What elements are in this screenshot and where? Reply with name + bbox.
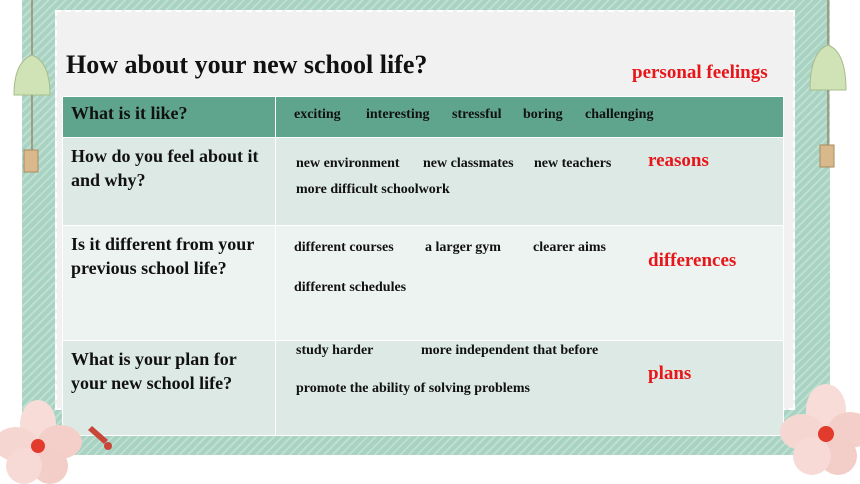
answer-item: a larger gym xyxy=(425,240,501,255)
answer-item: different schedules xyxy=(294,280,407,295)
question-cell xyxy=(63,341,276,436)
answer-item: interesting xyxy=(366,107,430,122)
answer-item: new classmates xyxy=(423,156,514,171)
label-personal-feelings: personal feelings xyxy=(632,62,768,83)
answer-item: promote the ability of solving problems xyxy=(296,381,530,396)
label-differences: differences xyxy=(648,250,737,271)
answer-cell xyxy=(276,226,784,341)
hanging-lantern-right-icon xyxy=(800,0,860,200)
answer-item: challenging xyxy=(585,107,654,122)
question-text: What is your plan for your new school life? xyxy=(71,349,237,394)
table-row xyxy=(63,138,784,226)
table-row xyxy=(63,341,784,436)
question-cell xyxy=(63,138,276,226)
flower-right-icon xyxy=(770,370,860,484)
school-life-table xyxy=(62,96,784,436)
answer-item: different courses xyxy=(294,240,394,255)
label-plans: plans xyxy=(648,363,692,384)
table-row xyxy=(63,97,784,138)
table-row xyxy=(63,226,784,341)
label-reasons: reasons xyxy=(648,150,709,171)
question-text: Is it different from your previous school life? xyxy=(71,234,254,279)
answer-item: stressful xyxy=(452,107,502,122)
answer-cell xyxy=(276,138,784,226)
answer-item: more independent that before xyxy=(421,343,599,358)
question-cell xyxy=(63,226,276,341)
answer-item: exciting xyxy=(294,107,341,122)
question-text: What is it like? xyxy=(71,103,188,123)
question-text: How do you feel about it and why? xyxy=(71,146,259,191)
answer-cell xyxy=(276,341,784,436)
answer-item: new environment xyxy=(296,156,400,171)
question-cell xyxy=(63,97,276,138)
page-title: How about your new school life? xyxy=(66,50,428,79)
answer-item: more difficult schoolwork xyxy=(296,182,450,197)
tassel-icon xyxy=(84,424,114,454)
answer-item: study harder xyxy=(296,343,374,358)
answer-item: new teachers xyxy=(534,156,612,171)
answer-cell xyxy=(276,97,784,138)
hanging-lantern-left-icon xyxy=(0,0,60,200)
answer-item: boring xyxy=(523,107,563,122)
answer-item: clearer aims xyxy=(533,240,606,255)
flower-left-icon xyxy=(0,380,90,484)
